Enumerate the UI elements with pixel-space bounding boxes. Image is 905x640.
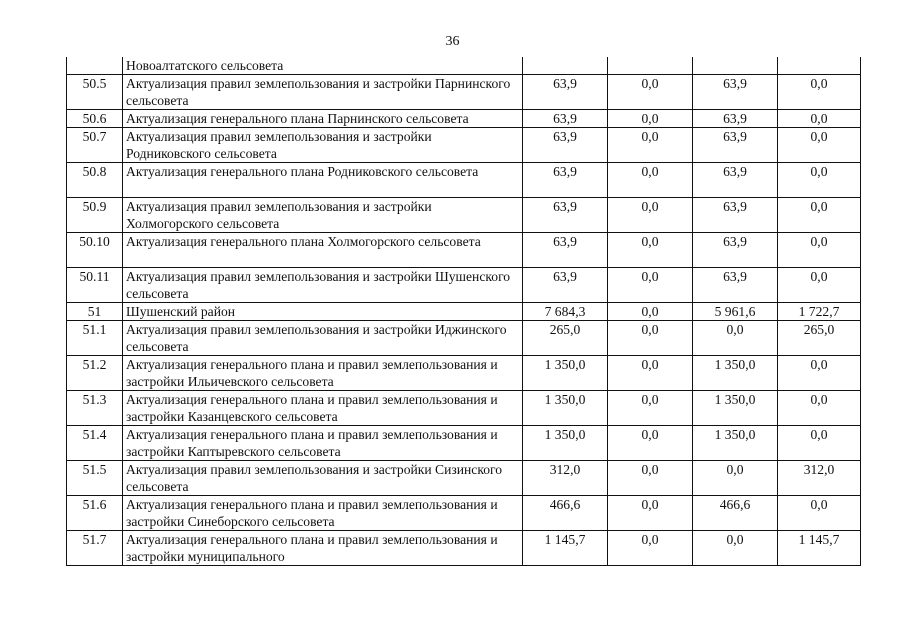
value-col2-cell: 0,0 — [608, 128, 693, 163]
value-total-cell: 312,0 — [523, 461, 608, 496]
value-total-cell: 265,0 — [523, 321, 608, 356]
value-col2-cell: 0,0 — [608, 461, 693, 496]
value-col4-cell: 0,0 — [778, 268, 861, 303]
row-number-cell: 50.7 — [67, 128, 123, 163]
row-name-cell: Актуализация генерального плана и правил землепользования и застройки Каптыревского сельсовета — [123, 426, 523, 461]
value-col4-cell: 0,0 — [778, 75, 861, 110]
value-col4-cell: 0,0 — [778, 496, 861, 531]
table-row — [67, 531, 861, 566]
value-col4-cell — [778, 57, 861, 75]
value-col2-cell: 0,0 — [608, 531, 693, 566]
value-col3-cell: 1 350,0 — [693, 426, 778, 461]
value-col4-cell: 265,0 — [778, 321, 861, 356]
value-col4-cell: 0,0 — [778, 198, 861, 233]
value-col4-cell: 1 722,7 — [778, 303, 861, 321]
value-col3-cell — [693, 57, 778, 75]
value-col2-cell: 0,0 — [608, 356, 693, 391]
row-number-cell: 50.8 — [67, 163, 123, 198]
row-name-cell: Актуализация правил землепользования и застройки Парнинского сельсовета — [123, 75, 523, 110]
value-total-cell — [523, 57, 608, 75]
row-number-cell: 50.9 — [67, 198, 123, 233]
table-row — [67, 426, 861, 461]
value-col4-cell: 0,0 — [778, 356, 861, 391]
value-col2-cell: 0,0 — [608, 496, 693, 531]
value-col3-cell: 63,9 — [693, 268, 778, 303]
value-total-cell: 466,6 — [523, 496, 608, 531]
value-total-cell: 63,9 — [523, 233, 608, 268]
value-col3-cell: 63,9 — [693, 198, 778, 233]
table-row — [67, 461, 861, 496]
value-col4-cell: 0,0 — [778, 163, 861, 198]
table-row — [67, 75, 861, 110]
row-name-cell: Актуализация правил землепользования и застройки Иджинского сельсовета — [123, 321, 523, 356]
row-name-cell: Актуализация правил землепользования и застройки Шушенского сельсовета — [123, 268, 523, 303]
value-col4-cell: 0,0 — [778, 391, 861, 426]
row-name-cell: Новоалтатского сельсовета — [123, 57, 523, 75]
row-name-cell: Актуализация генерального плана и правил землепользования и застройки Ильичевского сельсовета — [123, 356, 523, 391]
table-row — [67, 57, 861, 75]
value-col4-cell: 0,0 — [778, 128, 861, 163]
table-row — [67, 391, 861, 426]
value-col3-cell: 63,9 — [693, 75, 778, 110]
row-number-cell: 51.2 — [67, 356, 123, 391]
row-name-cell: Актуализация генерального плана Холмогорского сельсовета — [123, 233, 523, 268]
row-number-cell: 51.5 — [67, 461, 123, 496]
table-row — [67, 110, 861, 128]
row-number-cell: 51.3 — [67, 391, 123, 426]
value-total-cell: 1 350,0 — [523, 426, 608, 461]
table-row — [67, 496, 861, 531]
row-number-cell: 51 — [67, 303, 123, 321]
page-number: 36 — [445, 34, 460, 49]
value-total-cell: 1 350,0 — [523, 391, 608, 426]
value-col2-cell: 0,0 — [608, 426, 693, 461]
table-row — [67, 198, 861, 233]
table-row — [67, 163, 861, 198]
table-row — [67, 356, 861, 391]
value-total-cell: 7 684,3 — [523, 303, 608, 321]
table-row — [67, 268, 861, 303]
value-total-cell: 1 350,0 — [523, 356, 608, 391]
row-name-cell: Шушенский район — [123, 303, 523, 321]
table-body — [67, 57, 861, 566]
value-col3-cell: 466,6 — [693, 496, 778, 531]
row-name-cell: Актуализация генерального плана и правил землепользования и застройки Казанцевского сельсовета — [123, 391, 523, 426]
value-col3-cell: 1 350,0 — [693, 391, 778, 426]
table-row — [67, 233, 861, 268]
value-col3-cell: 63,9 — [693, 110, 778, 128]
value-col3-cell: 0,0 — [693, 531, 778, 566]
value-col2-cell: 0,0 — [608, 233, 693, 268]
value-col3-cell: 1 350,0 — [693, 356, 778, 391]
value-col2-cell: 0,0 — [608, 75, 693, 110]
table-row — [67, 321, 861, 356]
value-col4-cell: 0,0 — [778, 426, 861, 461]
value-col2-cell: 0,0 — [608, 110, 693, 128]
row-number-cell: 51.7 — [67, 531, 123, 566]
value-col2-cell — [608, 57, 693, 75]
table-row — [67, 303, 861, 321]
row-name-cell: Актуализация правил землепользования и застройки Сизинского сельсовета — [123, 461, 523, 496]
value-total-cell: 63,9 — [523, 75, 608, 110]
row-number-cell: 51.4 — [67, 426, 123, 461]
value-col3-cell: 63,9 — [693, 233, 778, 268]
row-name-cell: Актуализация генерального плана и правил землепользования и застройки Синеборского сельсовета — [123, 496, 523, 531]
row-name-cell: Актуализация генерального плана и правил землепользования и застройки муниципального — [123, 531, 523, 566]
row-name-cell: Актуализация генерального плана Парнинского сельсовета — [123, 110, 523, 128]
value-col2-cell: 0,0 — [608, 198, 693, 233]
value-col3-cell: 0,0 — [693, 461, 778, 496]
value-col2-cell: 0,0 — [608, 163, 693, 198]
value-total-cell: 63,9 — [523, 163, 608, 198]
row-number-cell: 50.5 — [67, 75, 123, 110]
value-col2-cell: 0,0 — [608, 268, 693, 303]
value-col3-cell: 63,9 — [693, 128, 778, 163]
value-total-cell: 63,9 — [523, 198, 608, 233]
value-total-cell: 63,9 — [523, 110, 608, 128]
value-col2-cell: 0,0 — [608, 321, 693, 356]
row-number-cell: 50.11 — [67, 268, 123, 303]
row-name-cell: Актуализация правил землепользования и застройки Холмогорского сельсовета — [123, 198, 523, 233]
table-row — [67, 128, 861, 163]
row-name-cell: Актуализация правил землепользования и застройки Родниковского сельсовета — [123, 128, 523, 163]
value-col4-cell: 0,0 — [778, 110, 861, 128]
value-col4-cell: 1 145,7 — [778, 531, 861, 566]
value-col4-cell: 312,0 — [778, 461, 861, 496]
value-total-cell: 1 145,7 — [523, 531, 608, 566]
value-col3-cell: 5 961,6 — [693, 303, 778, 321]
value-col3-cell: 0,0 — [693, 321, 778, 356]
row-number-cell: 50.6 — [67, 110, 123, 128]
row-name-cell: Актуализация генерального плана Родниковского сельсовета — [123, 163, 523, 198]
row-number-cell: 50.10 — [67, 233, 123, 268]
budget-table — [66, 57, 861, 566]
value-total-cell: 63,9 — [523, 128, 608, 163]
value-col2-cell: 0,0 — [608, 303, 693, 321]
row-number-cell — [67, 57, 123, 75]
row-number-cell: 51.6 — [67, 496, 123, 531]
row-number-cell: 51.1 — [67, 321, 123, 356]
value-col3-cell: 63,9 — [693, 163, 778, 198]
value-col4-cell: 0,0 — [778, 233, 861, 268]
value-total-cell: 63,9 — [523, 268, 608, 303]
value-col2-cell: 0,0 — [608, 391, 693, 426]
